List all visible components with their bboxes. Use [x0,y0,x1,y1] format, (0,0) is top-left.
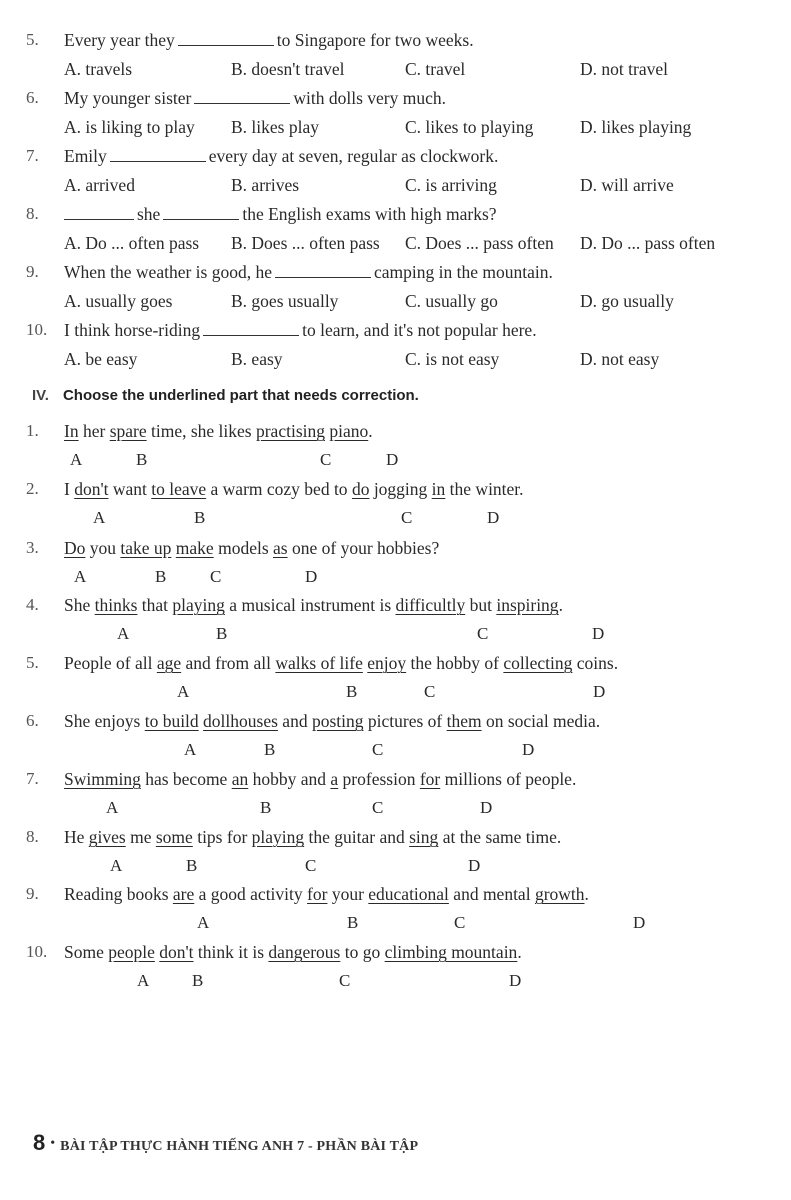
sentence-8 [64,827,561,848]
sentence-number: 8. [26,827,39,846]
answer-blank [64,218,134,220]
underlined-part: for [307,884,328,904]
letter-b: B [136,450,148,469]
question-text: camping in the mountain. [373,262,553,282]
letter-b: B [192,971,204,990]
underlined-part: Do [64,538,86,558]
sentence-text: tips for [192,827,252,847]
question-text: When the weather is good, he [64,262,272,282]
option-b: B. arrives [231,175,300,195]
option-b: B. likes play [231,117,319,137]
sentence-text: want [108,479,152,499]
question-7 [64,146,498,167]
underlined-part: an [231,769,249,789]
underlined-part: climbing mountain [384,942,518,962]
underlined-part: thinks [94,595,138,615]
question-text: Every year they [64,30,175,50]
sentence-text: hobby and [248,769,331,789]
question-number: 7. [26,146,39,165]
option-a: A. Do ... often pass [64,233,200,253]
option-b: B. goes usually [231,291,339,311]
question-text: to learn, and it's not popular here. [302,320,537,340]
letter-c: C [320,450,332,469]
letter-b: B [186,856,198,875]
option-d: D. not travel [580,59,668,79]
sentence-text: millions of people. [440,769,577,789]
sentence-text: on social media. [481,711,601,731]
underlined-part: sing [409,827,439,847]
underlined-part: gives [88,827,126,847]
underlined-part: In [64,421,79,441]
sentence-text: and [277,711,312,731]
sentence-text: you [85,538,121,558]
sentence-3 [64,538,439,559]
letter-c: C [454,913,466,932]
sentence-text: at the same time. [438,827,562,847]
underlined-part: playing [172,595,225,615]
option-c: C. travel [405,59,466,79]
letter-c: C [401,508,413,527]
sentence-text: her [78,421,110,441]
underlined-part: don't [74,479,109,499]
sentence-text: that [137,595,173,615]
answer-blank [194,102,290,104]
question-5 [64,30,474,51]
letter-b: B [264,740,276,759]
sentence-text: I [64,479,75,499]
sentence-number: 3. [26,538,39,557]
underlined-part: dangerous [268,942,341,962]
letter-d: D [509,971,522,990]
underlined-part: to build [144,711,199,731]
letter-c: C [339,971,351,990]
answer-blank [178,44,274,46]
sentence-2 [64,479,524,500]
underlined-part: people [108,942,155,962]
sentence-4 [64,595,563,616]
letter-b: B [155,567,167,586]
answer-blank [275,276,371,278]
option-a: A. is liking to play [64,117,195,137]
option-c: C. is arriving [405,175,497,195]
sentence-number: 4. [26,595,39,614]
question-text: the English exams with high marks? [242,204,497,224]
letter-a: A [110,856,123,875]
letter-a: A [93,508,106,527]
sentence-text: one of your hobbies? [287,538,440,558]
letter-d: D [522,740,535,759]
letter-a: A [106,798,119,817]
option-d: D. not easy [580,349,660,369]
question-9 [64,262,553,283]
option-d: D. will arrive [580,175,674,195]
sentence-text: has become [140,769,232,789]
sentence-number: 5. [26,653,39,672]
question-text: she [137,204,161,224]
underlined-part: enjoy [367,653,407,673]
sentence-number: 9. [26,884,39,903]
underlined-part: take up [120,538,172,558]
underlined-part: make [175,538,214,558]
question-8 [64,204,497,225]
answer-blank [110,160,206,162]
sentence-7 [64,769,576,790]
sentence-1 [64,421,373,442]
letter-d: D [468,856,481,875]
underlined-part: in [431,479,446,499]
footer-bullet: • [50,1136,56,1151]
question-text: with dolls very much. [293,88,446,108]
question-text: My younger sister [64,88,192,108]
sentence-number: 6. [26,711,39,730]
underlined-part: some [155,827,193,847]
question-text: to Singapore for two weeks. [276,30,474,50]
sentence-text: She [64,595,95,615]
letter-a: A [74,567,87,586]
option-c: C. is not easy [405,349,500,369]
underlined-part: don't [159,942,194,962]
letter-b: B [346,682,358,701]
option-b: B. Does ... often pass [231,233,380,253]
underlined-part: educational [368,884,449,904]
underlined-part: walks of life [275,653,363,673]
sentence-text: your [327,884,369,904]
sentence-text: to go [340,942,385,962]
option-a: A. arrived [64,175,135,195]
sentence-text: and from all [181,653,276,673]
underlined-part: age [156,653,182,673]
letter-a: A [197,913,210,932]
letter-a: A [70,450,83,469]
sentence-text: time, she likes [146,421,256,441]
option-a: A. be easy [64,349,138,369]
letter-a: A [177,682,190,701]
sentence-text: but [465,595,497,615]
question-number: 6. [26,88,39,107]
sentence-text: People of all [64,653,157,673]
option-d: D. Do ... pass often [580,233,716,253]
sentence-text: . [558,595,563,615]
letter-c: C [477,624,489,643]
option-b: B. easy [231,349,283,369]
underlined-part: spare [109,421,147,441]
question-10 [64,320,537,341]
page-number: 8 [33,1130,46,1155]
underlined-part: growth [534,884,585,904]
sentence-text: pictures of [363,711,447,731]
underlined-part: a [330,769,339,789]
underlined-part: piano [329,421,369,441]
sentence-6 [64,711,600,732]
question-text: I think horse-riding [64,320,201,340]
letter-c: C [210,567,222,586]
underlined-part: for [419,769,441,789]
option-d: D. likes playing [580,117,692,137]
option-a: A. travels [64,59,133,79]
sentence-5 [64,653,618,674]
letter-d: D [480,798,493,817]
letter-d: D [305,567,318,586]
underlined-part: as [273,538,288,558]
option-d: D. go usually [580,291,674,311]
sentence-number: 10. [26,942,48,961]
sentence-text: . [517,942,522,962]
letter-d: D [592,624,605,643]
sentence-text: jogging [369,479,432,499]
sentence-text: models [213,538,274,558]
question-number: 5. [26,30,39,49]
page-footer [33,1130,418,1156]
sentence-10 [64,942,522,963]
sentence-text: and mental [448,884,535,904]
answer-blank [163,218,239,220]
sentence-text: a musical instrument is [224,595,396,615]
option-c: C. likes to playing [405,117,534,137]
underlined-part: Swimming [64,769,141,789]
sentence-number: 7. [26,769,39,788]
option-a: A. usually goes [64,291,173,311]
underlined-part: dollhouses [203,711,278,731]
sentence-text: Reading books [64,884,173,904]
option-c: C. usually go [405,291,498,311]
underlined-part: collecting [503,653,573,673]
section-heading [32,387,419,404]
letter-a: A [117,624,130,643]
letter-b: B [260,798,272,817]
letter-a: A [184,740,197,759]
sentence-text: coins. [572,653,619,673]
underlined-part: practising [255,421,325,441]
underlined-part: posting [311,711,364,731]
underlined-part: do [351,479,370,499]
question-6 [64,88,446,109]
letter-d: D [386,450,399,469]
answer-blank [203,334,299,336]
sentence-text: the hobby of [406,653,504,673]
sentence-text: the winter. [445,479,524,499]
underlined-part: to leave [151,479,207,499]
sentence-text: a warm cozy bed to [206,479,352,499]
letter-c: C [372,740,384,759]
option-b: B. doesn't travel [231,59,345,79]
letter-c: C [424,682,436,701]
sentence-number: 1. [26,421,39,440]
option-c: C. Does ... pass often [405,233,554,253]
underlined-part: inspiring [496,595,559,615]
sentence-number: 2. [26,479,39,498]
question-number: 9. [26,262,39,281]
underlined-part: difficultly [395,595,466,615]
question-number: 8. [26,204,39,223]
letter-b: B [347,913,359,932]
book-title: BÀI TẬP THỰC HÀNH TIẾNG ANH 7 - PHẦN BÀI TẬP [60,1139,419,1154]
letter-a: A [137,971,150,990]
letter-d: D [593,682,606,701]
letter-c: C [305,856,317,875]
letter-b: B [194,508,206,527]
sentence-9 [64,884,589,905]
underlined-part: are [172,884,195,904]
letter-d: D [633,913,646,932]
sentence-text: . [584,884,589,904]
sentence-text: He [64,827,89,847]
sentence-text: . [368,421,373,441]
question-text: every day at seven, regular as clockwork. [208,146,499,166]
letter-c: C [372,798,384,817]
sentence-text: the guitar and [304,827,410,847]
sentence-text: She enjoys [64,711,145,731]
question-number: 10. [26,320,48,339]
letter-d: D [487,508,500,527]
letter-b: B [216,624,228,643]
sentence-text: a good activity [194,884,308,904]
sentence-text: Some [64,942,109,962]
section-number: IV. [32,387,49,404]
underlined-part: them [446,711,482,731]
sentence-text: profession [338,769,420,789]
question-text: Emily [64,146,107,166]
sentence-text: think it is [193,942,269,962]
underlined-part: playing [251,827,305,847]
section-title: Choose the underlined part that needs correction. [62,387,419,404]
sentence-text: me [125,827,156,847]
